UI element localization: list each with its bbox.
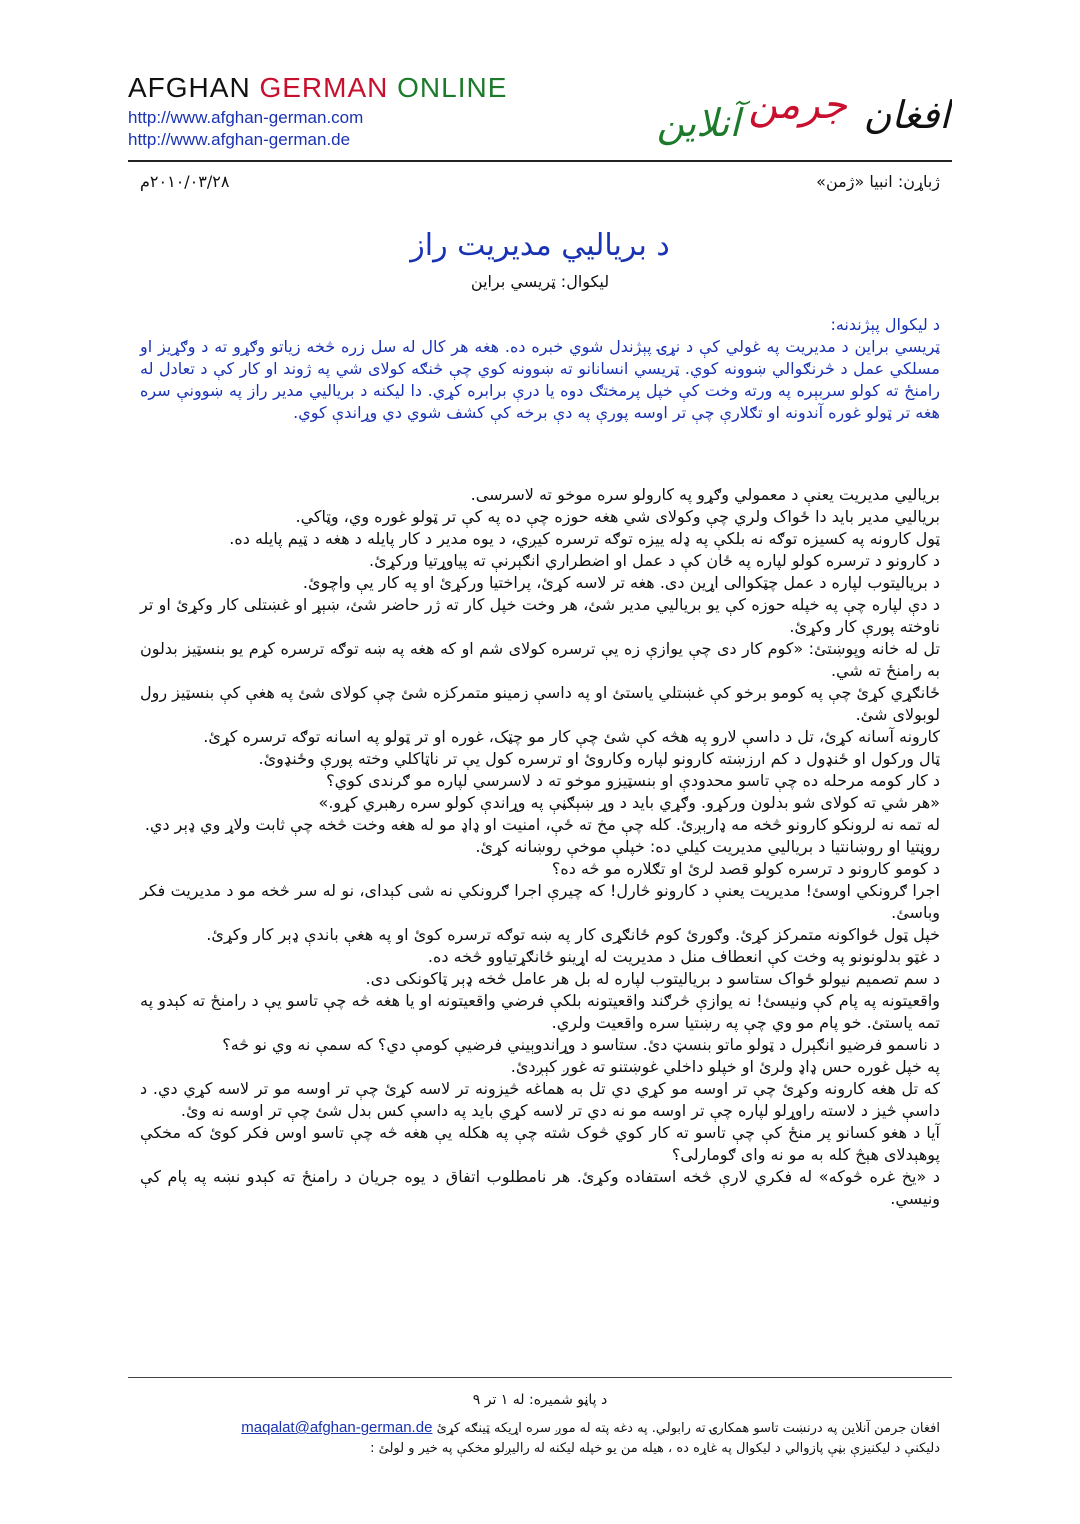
brand-word-online: ONLINE [397, 72, 508, 103]
author-intro [140, 314, 940, 424]
body-paragraph: د کومو کارونو د ترسره کولو قصد لرئ او تګلاره مو څه ده؟ [551, 859, 940, 878]
footer-contact-line [140, 1418, 940, 1439]
logo-word-online: آنلاين [656, 101, 740, 145]
page-footer [140, 1392, 940, 1459]
brand-wordmark [128, 72, 507, 104]
body-paragraph: واقعيتونه په پام کې ونيسئ! نه يوازې څرګند واقعيتونه بلکې فرضي واقعيتونه او يا هغه څه چې تاسو يې د رامنځ ته کېدو په تمه ياستئ. خو پام مو وي چې په رښتيا سره واقعيت ولري. [140, 991, 940, 1032]
site-url-com[interactable]: http://www.afghan-german.com [128, 108, 364, 127]
article-meta [140, 172, 940, 198]
translator-credit: ژباړن: انبيا «ژمن» [816, 172, 940, 191]
body-paragraph: د سم تصميم نيولو ځواک ستاسو د برياليتوب لپاره له بل هر عامل څخه ډېر ټاکونکی دی. [365, 969, 940, 988]
contact-email-link[interactable]: maqalat@afghan-german.de [241, 1419, 433, 1436]
body-paragraph: ټال ورکول او ځنډول د کم ارزښته کارونو لپاره وکاروئ او ترسره کول يې تر ناټاکلي وخته پورې وځنډوئ. [258, 749, 940, 768]
brand-word-afghan: AFGHAN [128, 72, 251, 103]
body-paragraph: تل له خانه وپوښتئ: «کوم کار دی چې يوازې زه يې ترسره کولای شم او که هغه په ښه توګه ترسره کړم يو بنسټيز بدلون به رامنځ ته شي. [140, 639, 940, 680]
body-paragraph: له تمه نه لرونکو کارونو څخه مه ډارېږئ. کله چې مخ ته ځې، امنيت او ډاډ مو له هغه وخت څخه چې ثابت ولاړ وي ډېر دي. [144, 815, 940, 834]
body-paragraph: ځانګړي کړئ چې په کومو برخو کې غښتلي ياستئ او په داسې زمينو متمرکزه شئ چې کولای شئ په هغې کې بنسټيز رول لوبولای شئ. [140, 683, 940, 724]
site-url-de[interactable]: http://www.afghan-german.de [128, 130, 351, 149]
site-logo [612, 66, 952, 156]
site-header [128, 66, 952, 162]
logo-word-german: جرمن [748, 82, 847, 128]
intro-heading: د ليکوال پېژندنه: [830, 315, 940, 334]
body-paragraph: برياليي مدير بايد دا ځواک ولري چې وکولای شي هغه حوزه چې ده په کې تر ټولو غوره وي، وټاکي. [295, 507, 940, 526]
article-title: د برياليي مديريت راز [410, 228, 670, 263]
body-paragraph: که تل هغه کارونه وکړئ چې تر اوسه مو کړي دي تل به هماغه څيزونه تر لاسه کړئ چې تر اوسه مو تر لاسه کړي دي. د داسې څيز د لاسته راوړلو لپاره چې تر اوسه مو نه دي تر لاسه کړي بايد په داسې کس بدل شئ چې تر اوسه نه وئ. [140, 1079, 940, 1120]
header-divider [128, 160, 952, 162]
footer-contact-text: افغان جرمن آنلاين په درنښت تاسو همکارۍ ته رابولي. په دغه پته له موږ سره اړيکه ټينګه کړئ [436, 1421, 940, 1436]
brand-word-german: GERMAN [259, 72, 389, 103]
page-count: د پاڼو شميره: له ۱ تر ۹ [472, 1392, 608, 1408]
body-paragraph: خپل ټول ځواکونه متمرکز کړئ. وګورئ کوم ځانګړی کار په ښه توګه ترسره کوئ او په هغې باندې ډېر کار وکړئ. [206, 925, 940, 944]
body-paragraph: «هر شي ته کولای شو بدلون ورکړو. وګړي بايد د وړ ښېګڼې په وړاندې کولو سره رهبري کړو.» [318, 793, 940, 812]
body-paragraph: د غټو بدلونونو په وخت کې انعطاف منل د مديريت له اړينو ځانګړتياوو څخه ده. [427, 947, 940, 966]
body-paragraph: ټول کارونه په کسيزه توګه نه بلکې په ډله ييزه توګه ترسره کيږي، د يوه مدير د کار پايله د هغه د ټيم پايله ده. [229, 529, 940, 548]
intro-text: ټريسي براين د مديريت په غولي کې د نړۍ پېژندل شوي خبره ده. هغه هر کال له سل زره څخه زياتو وګړو ته د وګړيز او مسلکي عمل د څرنګوالي ښوونه کوي. ټريسي انسانانو ته ښوونه کوي چې څنګه کولای شي په ژوند او کار کې د تعادل له رامنځ ته کولو سربېره په ورته وخت کې خپل پرمختګ دوه يا درې برابره کړي. دا ليکنه د برياليي مدير راز په ښوونې سره هغه تر ټولو غوره آندونه او تګلارې چې تر اوسه پورې په دې برخه کې کشف شوي دي وړاندې کوي. [140, 337, 940, 422]
body-paragraph: د ناسمو فرضيو انګېرل د ټولو ماتو بنسټ دئ. ستاسو د وړاندوېيني فرضيې کومې دي؟ که سمې نه وي نو څه؟ [222, 1035, 940, 1054]
body-paragraph: روڼتيا او روښانتيا د برياليي مديريت کيلي ده: خپلې موخې روښانه کړئ. [475, 837, 940, 856]
body-paragraph: آيا د هغو کسانو پر منځ کې چې تاسو ته کار کوي څوک شته چې په هکله يې هغه څه چې تاسو اوس فکر کوئ که مخکې پوهېدلای هېڅ کله به مو نه وای ګومارلی؟ [140, 1123, 940, 1164]
body-paragraph: برياليي مديريت يعنې د معمولي وګړو په کارولو سره موخو ته لاسرسی. [470, 485, 940, 504]
body-paragraph: د کار کومه مرحله ده چې تاسو محدودې او بنسټيزو موخو ته د لاسرسي لپاره مو ګرندی کوي؟ [326, 771, 940, 790]
body-paragraph: د کارونو د ترسره کولو لپاره په ځان کې د عمل او اضطراري انګېرنې ته پياوړتيا ورکړئ. [368, 551, 940, 570]
body-paragraph: د «يخ غره څوکه» له فکري لارې څخه استفاده وکړئ. هر نامطلوب اتفاق د يوه جريان د رامنځ ته کېدو نښه په پام کې ونيسي. [140, 1167, 940, 1208]
footer-divider [128, 1377, 952, 1378]
body-paragraph: اجرا ګرونکي اوسئ! مديريت يعنې د کارونو څارل! که چيرې اجرا ګرونکي نه شی کېدای، نو له سر څخه مو د مديريت فکر وباسئ. [140, 881, 940, 922]
body-paragraph: د دې لپاره چې په خپله حوزه کې يو برياليي مدير شئ، هر وخت خپل کار ته ژر حاضر شئ، ښېړ او غښتلی کار وکړئ او تر ناوخته پورې کار وکړئ. [140, 595, 940, 636]
body-paragraph: کارونه آسانه کړئ، تل د داسې لارو په هڅه کې شئ چې کار مو چټک، غوره او تر ټولو په اسانه توګه ترسره کړئ. [203, 727, 940, 746]
article-author: ليکوال: ټريسي براين [470, 272, 610, 291]
logo-word-afghan: افغان [863, 93, 950, 137]
article-body [140, 484, 940, 1210]
footer-note: دليکنې د ليکنيزې بڼې پازوالي د ليکوال په غاړه ده ، هيله من يو خپله ليکنه له راليږلو مخکې په خير و لولئ : [370, 1441, 940, 1456]
body-paragraph: د برياليتوب لپاره د عمل چټکوالی اړين دی. هغه تر لاسه کړئ، پراختيا ورکړئ او په کار يې واچوئ. [302, 573, 940, 592]
publish-date: ۲۰۱۰/۰۳/۲۸م [140, 172, 230, 191]
body-paragraph: په خپل غوره حس ډاډ ولرئ او خپلو داخلي غوښتنو ته غوږ کېږدئ. [510, 1057, 940, 1076]
